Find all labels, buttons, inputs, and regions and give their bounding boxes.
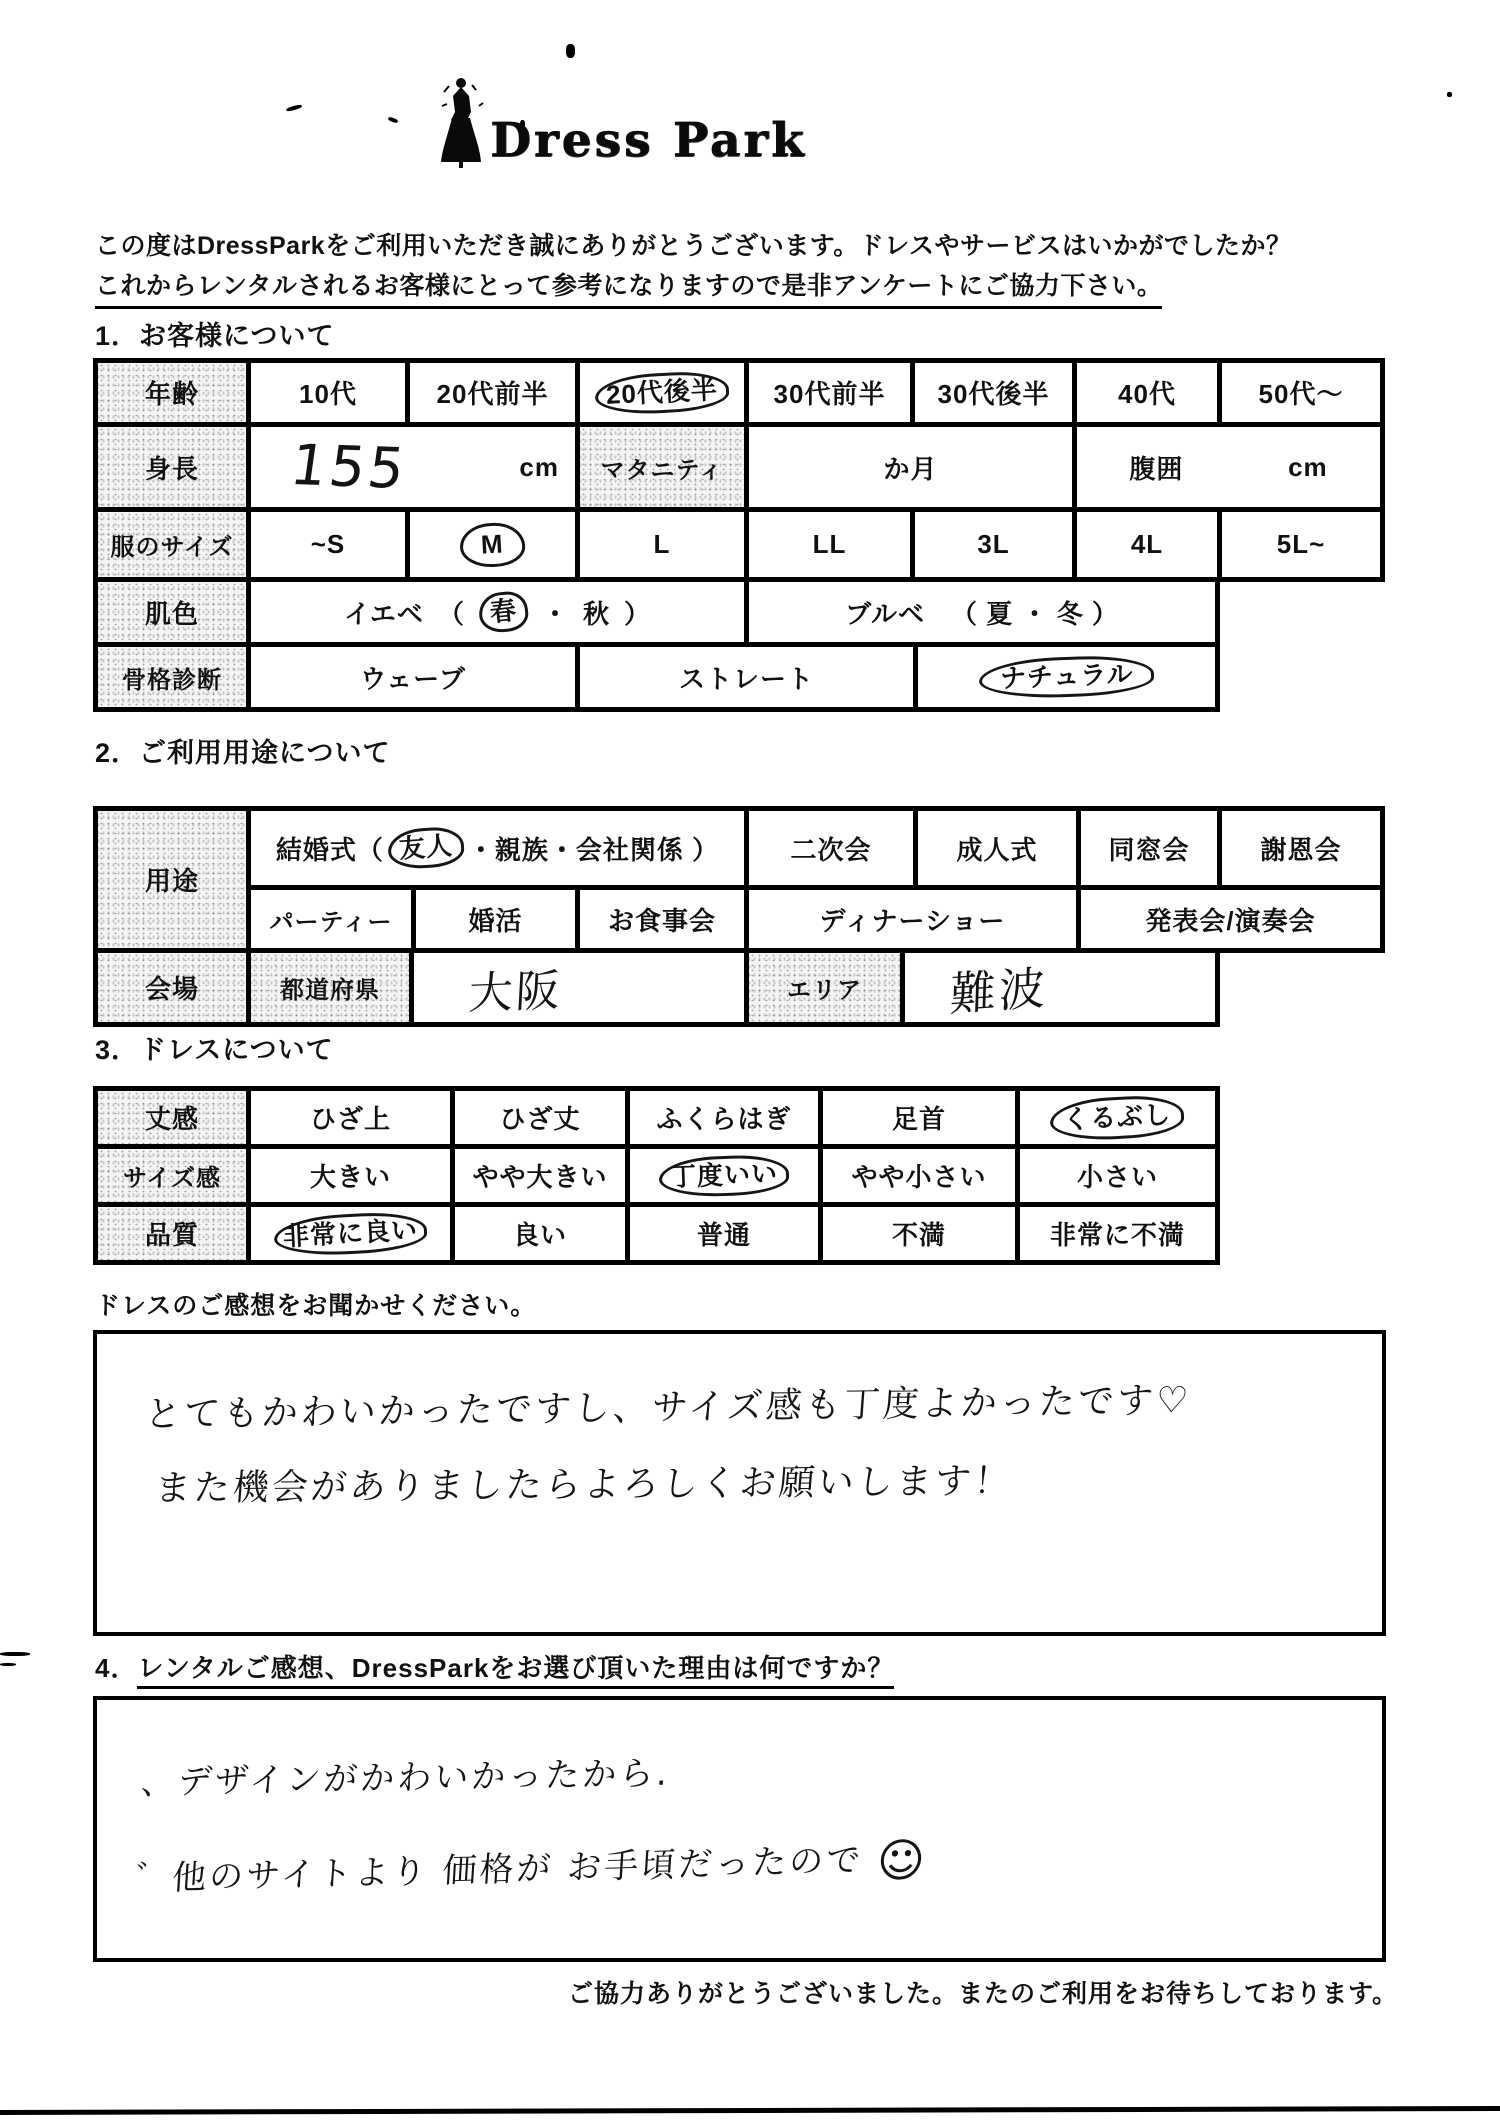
size-option-5l: 5L~ <box>1222 512 1385 582</box>
handwritten-circle: 丁度いい <box>658 1153 789 1197</box>
quality-very-good-selected <box>251 1207 455 1265</box>
venue-label-cell: 会場 <box>98 953 251 1027</box>
purpose-options <box>251 811 1385 953</box>
size-option-l: L <box>580 512 749 582</box>
handwritten-prefecture: 大阪 <box>467 964 565 1020</box>
size-option-4l: 4L <box>1077 512 1222 582</box>
length-ankle-selected <box>1020 1091 1220 1149</box>
handwritten-reason-line1: 、デザインがかわいかったから. <box>139 1753 672 1803</box>
dress-comment-label: ドレスのご感想をお聞かせください。 <box>95 1292 537 1320</box>
reason-box <box>93 1696 1386 1962</box>
handwritten-reason-line2: ゛他のサイトより 価格が お手頃だったので ☺ <box>133 1832 930 1900</box>
age-option-late30s: 30代後半 <box>915 363 1077 427</box>
footer-thanks-text: ご協力ありがとうございました。またのご利用をお待ちしております。 <box>567 1980 1398 2008</box>
intro-request-text: これからレンタルされるお客様にとって参考になりますので是非アンケートにご協力下さい。 <box>95 266 1162 309</box>
purpose-label-cell: 用途 <box>98 811 251 953</box>
purpose-rows <box>98 811 1385 953</box>
fit-large: 大きい <box>251 1149 455 1207</box>
scan-artifact <box>388 116 399 123</box>
age-label-cell <box>98 363 251 427</box>
fit-label-cell: サイズ感 <box>98 1149 251 1207</box>
maternity-label-cell: マタニティ <box>580 427 749 512</box>
section4-heading: 4．レンタルご感想、DressParkをお選び頂いた理由は何ですか？ <box>95 1648 894 1685</box>
height-value-cell <box>251 427 580 512</box>
customer-info-table <box>93 358 1385 712</box>
dress-silhouette-icon <box>438 76 484 168</box>
age-option-40s: 40代 <box>1077 363 1222 427</box>
purpose-party: パーティー <box>251 890 416 953</box>
skeleton-option-straight: ストレート <box>580 647 918 712</box>
size-option-ll: LL <box>749 512 915 582</box>
smiley-face-doodle: ☺ <box>875 1832 930 1888</box>
age-option-early30s: 30代前半 <box>749 363 915 427</box>
fit-slightly-large: やや大きい <box>455 1149 630 1207</box>
size-option-m-selected <box>410 512 580 582</box>
purpose-recital: 発表会/演奏会 <box>1081 890 1385 953</box>
handwritten-comment-line2: また機会がありましたらよろしくお願いします！ <box>153 1460 1015 1510</box>
length-calf: ふくらはぎ <box>630 1091 823 1149</box>
quality-good: 良い <box>455 1207 630 1265</box>
brand-logo-text: Dress Park <box>490 113 807 168</box>
skin-tone-row <box>98 582 1385 647</box>
scan-artifact <box>0 1652 30 1656</box>
handwritten-circle: 非常に良い <box>273 1210 428 1258</box>
prefecture-value-cell <box>414 953 749 1027</box>
length-knee: ひざ丈 <box>455 1091 630 1149</box>
age-option-early20s: 20代前半 <box>410 363 580 427</box>
handwritten-area: 難波 <box>949 959 1049 1022</box>
scan-artifact <box>566 44 575 58</box>
venue-row <box>98 953 1385 1027</box>
fit-small: 小さい <box>1020 1149 1220 1207</box>
maternity-months-cell: か月 <box>749 427 1077 512</box>
height-row <box>98 427 1385 512</box>
scan-artifact <box>1447 92 1452 97</box>
scan-edge-line <box>0 2106 1500 2115</box>
age-row <box>98 363 1385 427</box>
handwritten-circle: M <box>459 521 526 568</box>
skin-yellow-base-cell: イエベ （ 春 ・ 秋 ） <box>251 582 749 647</box>
skeleton-row <box>98 647 1385 712</box>
purpose-dinner: お食事会 <box>580 890 749 953</box>
quality-very-unsatisfied: 非常に不満 <box>1020 1207 1220 1265</box>
quality-row <box>98 1207 1220 1265</box>
handwritten-circle: 20代後半 <box>594 369 730 416</box>
clothing-size-row <box>98 512 1385 582</box>
handwritten-circle: ナチュラル <box>978 654 1155 700</box>
length-row <box>98 1091 1220 1149</box>
size-option-3l: 3L <box>915 512 1077 582</box>
length-label-cell: 丈感 <box>98 1091 251 1149</box>
skeleton-option-natural-selected <box>918 647 1220 712</box>
handwritten-circle: 友人 <box>387 825 466 870</box>
skin-blue-base-cell: ブルベ （ 夏 ・ 冬 ） <box>749 582 1220 647</box>
scan-artifact <box>0 1663 16 1666</box>
section1-heading: 1．お客様について <box>95 321 335 351</box>
height-label-cell: 身長 <box>98 427 251 512</box>
handwritten-height: 155 <box>286 432 412 502</box>
waist-label: 腹囲 <box>1129 453 1184 484</box>
section3-heading: 3．ドレスについて <box>95 1035 334 1065</box>
size-label-cell: 服のサイズ <box>98 512 251 582</box>
purpose-dinner-show: ディナーショー <box>749 890 1081 953</box>
size-option-s: ~S <box>251 512 410 582</box>
purpose-coming-of-age: 成人式 <box>918 811 1081 890</box>
area-value-cell <box>905 953 1220 1027</box>
dress-comment-box <box>93 1330 1386 1636</box>
purpose-row-2 <box>251 890 1385 953</box>
usage-table <box>93 806 1385 1027</box>
dress-table <box>93 1086 1220 1265</box>
purpose-konkatsu: 婚活 <box>416 890 580 953</box>
scan-artifact <box>286 104 302 112</box>
handwritten-comment-line1: とてもかわいかったですし、サイズ感も丁度よかったです♡ <box>143 1380 1193 1436</box>
length-ankle-joint: 足首 <box>823 1091 1020 1149</box>
skeleton-label-cell: 骨格診断 <box>98 647 251 712</box>
quality-label-cell: 品質 <box>98 1207 251 1265</box>
intro-thanks-text: この度はDressParkをご利用いただき誠にありがとうございます。ドレスやサービスはいかがでしたか？ <box>95 232 1292 260</box>
age-option-10s: 10代 <box>251 363 410 427</box>
prefecture-label-cell: 都道府県 <box>251 953 414 1027</box>
age-option-late20s-selected <box>580 363 749 427</box>
quality-normal: 普通 <box>630 1207 823 1265</box>
fit-slightly-small: やや小さい <box>823 1149 1020 1207</box>
purpose-row-1 <box>251 811 1385 890</box>
fit-just-right-selected <box>630 1149 823 1207</box>
handwritten-circle: 春 <box>477 590 530 635</box>
fit-row <box>98 1149 1220 1207</box>
purpose-wedding-cell: 結婚式（ 友人 ・親族・会社関係 ） <box>251 811 749 890</box>
height-unit: cm <box>519 451 559 482</box>
skeleton-option-wave: ウェーブ <box>251 647 580 712</box>
waist-unit: cm <box>1288 451 1328 482</box>
section2-heading: 2．ご利用用途について <box>95 738 391 768</box>
purpose-reunion: 同窓会 <box>1081 811 1222 890</box>
area-label-cell: エリア <box>749 953 905 1027</box>
skin-label-cell: 肌色 <box>98 582 251 647</box>
waist-cell <box>1077 427 1385 512</box>
length-above-knee: ひざ上 <box>251 1091 455 1149</box>
brand-logo <box>438 76 807 168</box>
purpose-thanks-party: 謝恩会 <box>1222 811 1385 890</box>
age-option-50s: 50代～ <box>1222 363 1385 427</box>
purpose-afterparty: 二次会 <box>749 811 918 890</box>
handwritten-circle: くるぶし <box>1049 1093 1185 1142</box>
quality-unsatisfied: 不満 <box>823 1207 1020 1265</box>
age-label: 年齢 <box>144 379 199 409</box>
